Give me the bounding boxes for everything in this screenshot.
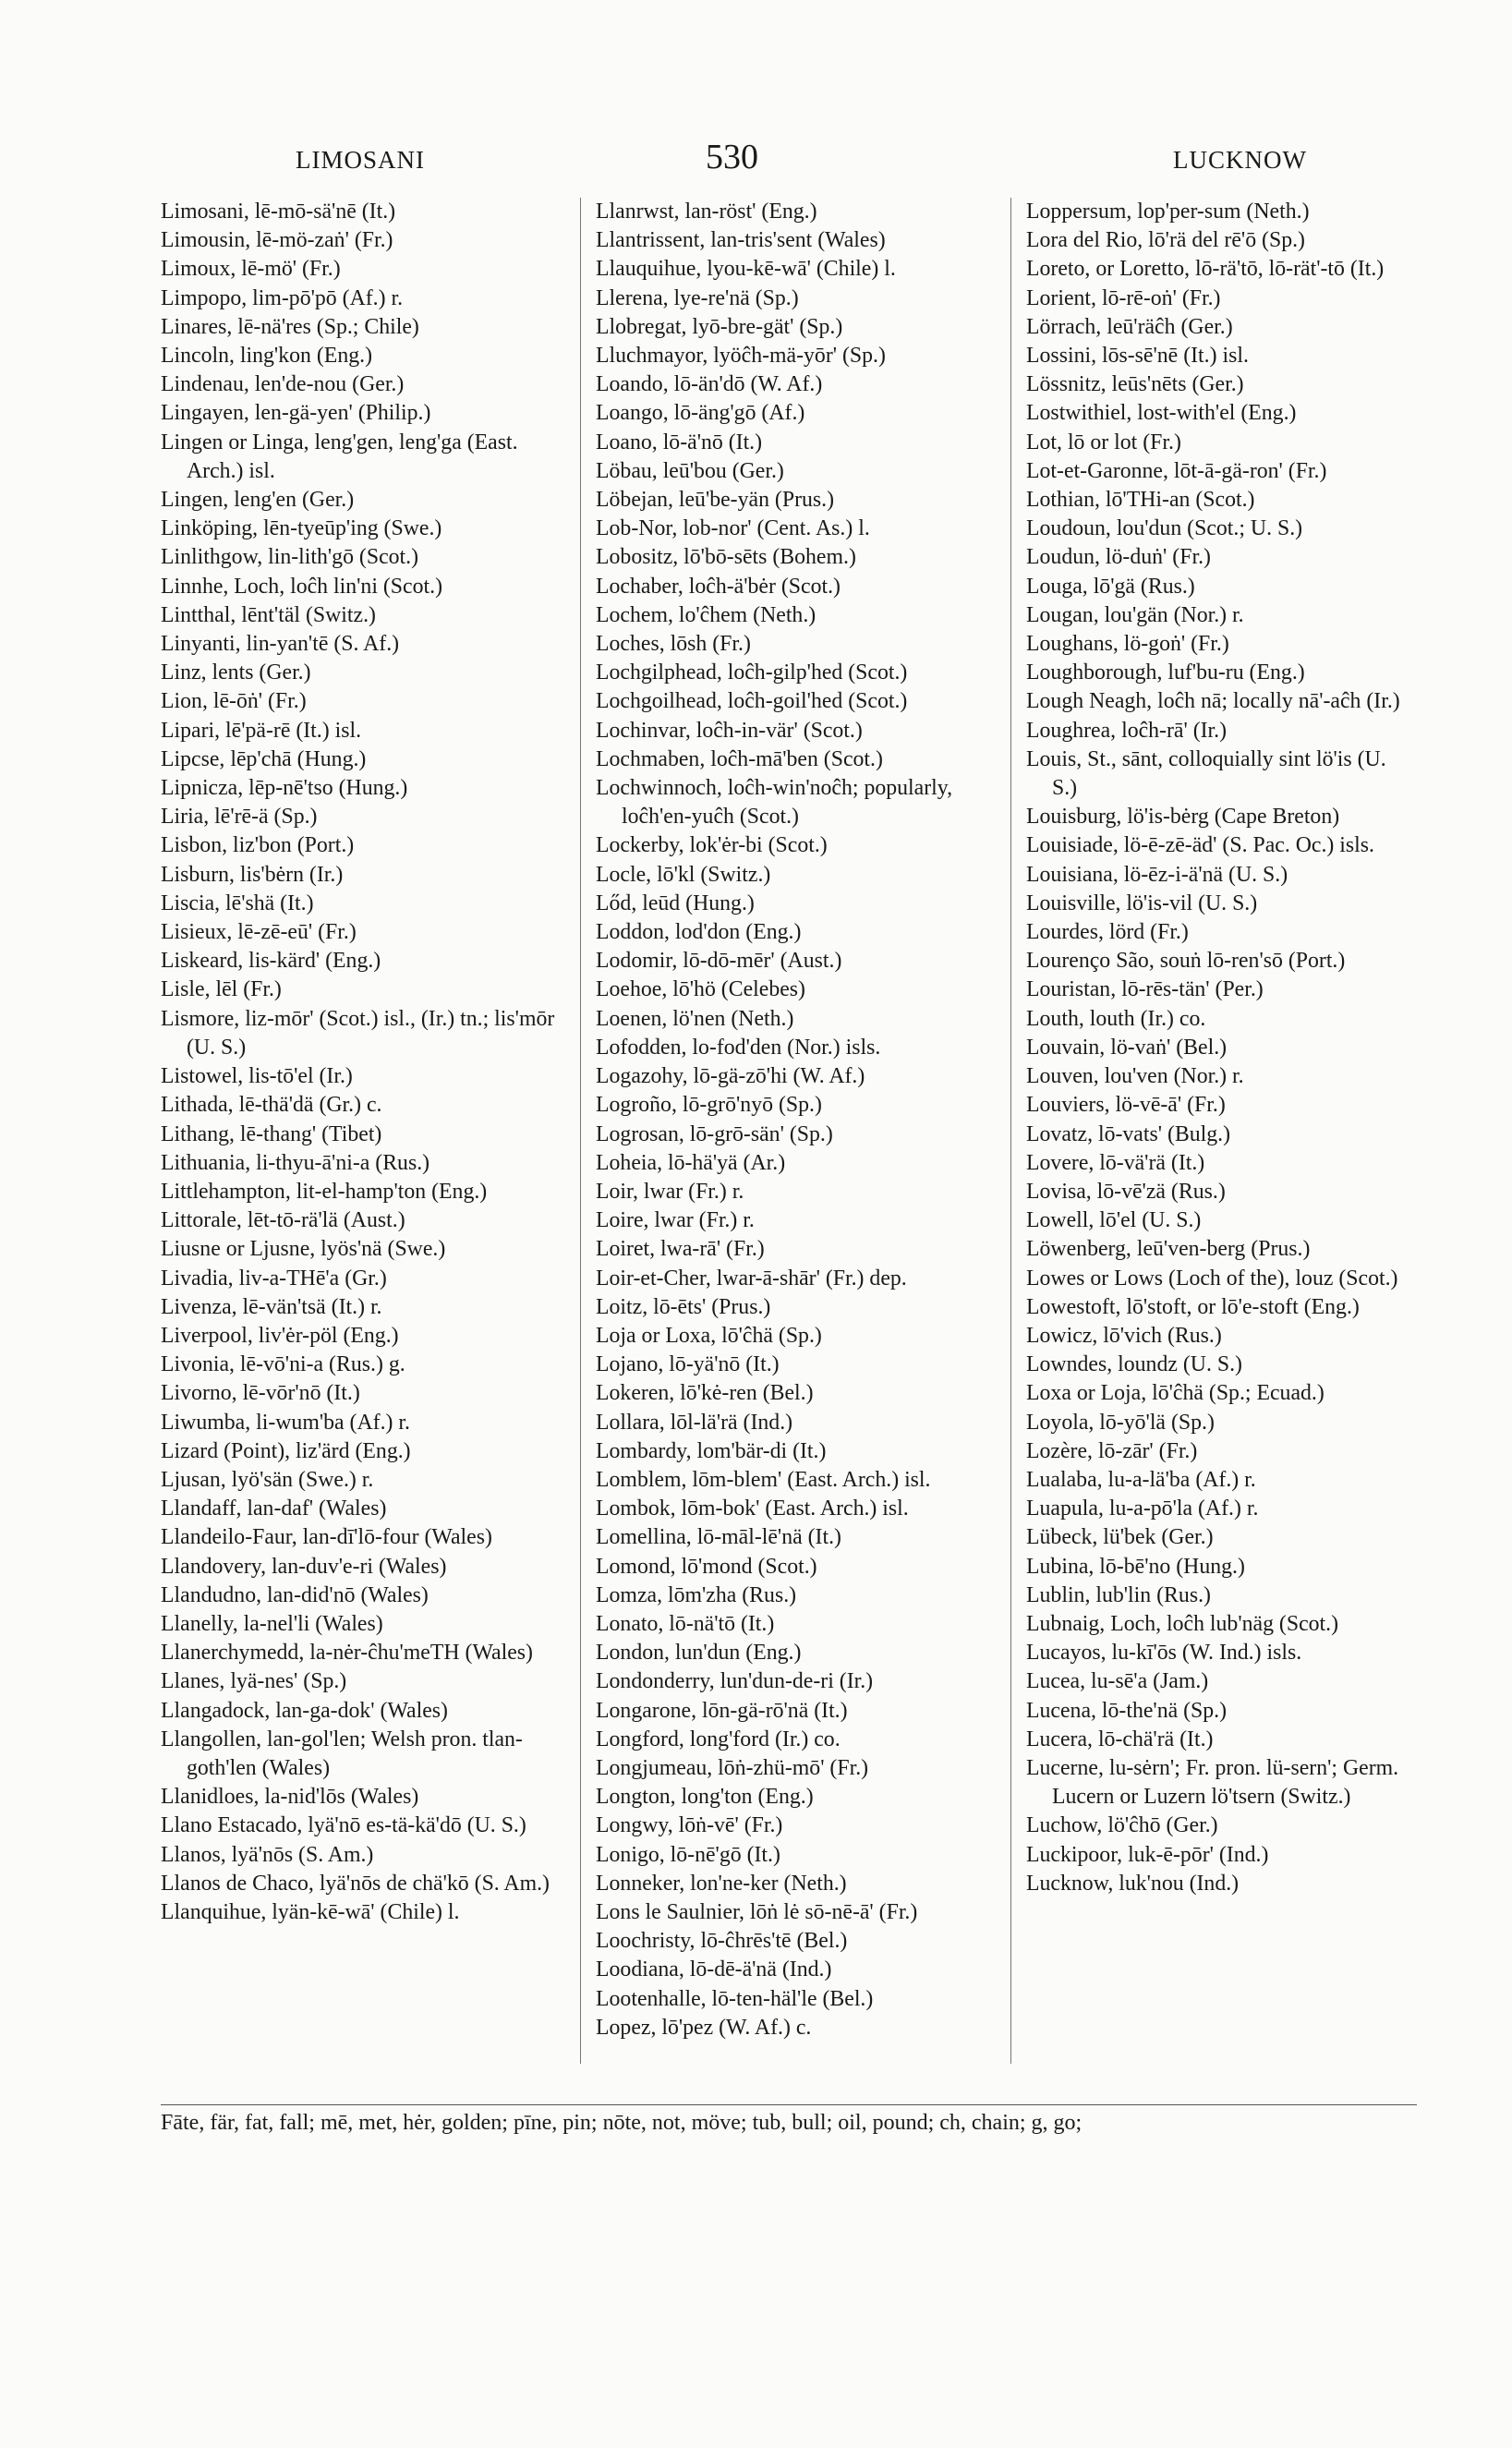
gazetteer-entry: Limosani, lē-mō-sä'nē (It.) (161, 200, 396, 224)
gazetteer-entry: London, lun'dun (Eng.) (596, 1641, 802, 1666)
gazetteer-entry: Limpopo, lim-pō'pō (Af.) r. (161, 285, 404, 310)
gazetteer-entry: Louvain, lö-vaṅ' (Bel.) (1026, 1035, 1228, 1060)
gazetteer-entry: Lourdes, lörd (Fr.) (1026, 920, 1189, 945)
gazetteer-entry: Lovere, lō-vä'rä (It.) (1026, 1150, 1205, 1175)
gazetteer-entry: Lipcse, lēp'chā (Hung.) (161, 746, 367, 771)
gazetteer-entry: Louis, St., sānt, colloquially sint lö'is (U. S.) (1026, 746, 1386, 801)
gazetteer-entry: Londonderry, lun'dun-de-ri (Ir.) (596, 1669, 874, 1694)
pronunciation-key: Fāte, fär, fat, fall; mē, met, hėr, golden; pīne, pin; nōte, not, möve; tub, bull; oil, pound; ch, chain; g, go; (161, 2104, 1417, 2145)
gazetteer-entry: Listowel, lis-tō'el (Ir.) (161, 1064, 353, 1089)
gazetteer-entry: Löbau, leū'bou (Ger.) (596, 458, 784, 483)
gazetteer-entry: Löwenberg, leū'ven-berg (Prus.) (1026, 1237, 1311, 1262)
gazetteer-entry: Lob-Nor, lob-nor' (Cent. As.) l. (596, 516, 870, 541)
gazetteer-entry: Loches, lōsh (Fr.) (596, 632, 751, 657)
gazetteer-entry: Lochem, lo'ĉhem (Neth.) (596, 602, 816, 627)
gazetteer-entry: Lonneker, lon'ne-ker (Neth.) (596, 1871, 847, 1896)
gazetteer-entry: Lindenau, len'de-nou (Ger.) (161, 372, 405, 397)
gazetteer-entry: Logroño, lō-grō'nyō (Sp.) (596, 1093, 822, 1118)
gazetteer-entry: Lochmaben, loĉh-mā'ben (Scot.) (596, 746, 883, 771)
gazetteer-entry: Logazohy, lō-gä-zō'hi (W. Af.) (596, 1064, 865, 1089)
column-2 (580, 198, 1010, 2064)
gazetteer-entry: Louisiana, lö-ēz-i-ä'nä (U. S.) (1026, 862, 1288, 887)
column-3 (1010, 198, 1413, 2064)
gazetteer-entry: Longarone, lōn-gä-rō'nä (It.) (596, 1698, 848, 1723)
gazetteer-entry: Linz, lents (Ger.) (161, 660, 311, 685)
gazetteer-entry: Linköping, lēn-tyeūp'ing (Swe.) (161, 516, 442, 541)
gazetteer-entry: Limoux, lē-mö' (Fr.) (161, 257, 341, 282)
gazetteer-entry: Loreto, or Loretto, lō-rä'tō, lō-rät'-tō (It.) (1026, 257, 1385, 282)
gazetteer-entry: Llanos de Chaco, lyä'nōs de chä'kō (S. Am.) (161, 1871, 550, 1896)
gazetteer-entry: Loitz, lō-ēts' (Prus.) (596, 1294, 771, 1319)
gazetteer-entry: Lofodden, lo-fod'den (Nor.) isls. (596, 1035, 881, 1060)
gazetteer-entry: Llanrwst, lan-röst' (Eng.) (596, 200, 817, 224)
gazetteer-entry: Lingen or Linga, leng'gen, leng'ga (East. Arch.) isl. (161, 430, 518, 483)
gazetteer-entry: Lomond, lō'mond (Scot.) (596, 1554, 817, 1579)
gazetteer-entry: Lucea, lu-sē'a (Jam.) (1026, 1669, 1209, 1694)
gazetteer-entry: Lintthal, lēnt'täl (Switz.) (161, 602, 376, 627)
gazetteer-entry: Liskeard, lis-kärd' (Eng.) (161, 949, 381, 974)
gazetteer-entry: Lootenhalle, lō-ten-häl'le (Bel.) (596, 1986, 874, 2011)
gazetteer-entry: Loyola, lō-yō'lä (Sp.) (1026, 1410, 1215, 1435)
gazetteer-entry: Lojano, lō-yä'nō (It.) (596, 1352, 780, 1377)
gazetteer-entry: Lisburn, lis'bėrn (Ir.) (161, 862, 344, 887)
gazetteer-entry: Linlithgow, lin-lith'gō (Scot.) (161, 545, 419, 570)
gazetteer-entry: Lollara, lōl-lä'rä (Ind.) (596, 1410, 793, 1435)
gazetteer-entry: Lörrach, leū'räĉh (Ger.) (1026, 314, 1233, 339)
gazetteer-entry: Llandaff, lan-daf' (Wales) (161, 1497, 387, 1521)
gazetteer-entry: Lomellina, lō-māl-lē'nä (It.) (596, 1525, 841, 1550)
gazetteer-entry: Lisle, lēl (Fr.) (161, 977, 282, 1002)
gazetteer-entry: Louga, lō'gä (Rus.) (1026, 574, 1195, 599)
gazetteer-entry: Lodomir, lō-dō-mēr' (Aust.) (596, 949, 842, 974)
gazetteer-entry: Loir, lwar (Fr.) r. (596, 1179, 744, 1204)
gazetteer-entry: Lot, lō or lot (Fr.) (1026, 430, 1181, 454)
gazetteer-entry: Lithuania, li-thyu-ā'ni-a (Rus.) (161, 1150, 430, 1175)
gazetteer-entry: Lizard (Point), liz'ärd (Eng.) (161, 1438, 411, 1463)
header-last-entry: LUCKNOW (1173, 146, 1307, 174)
gazetteer-entry: Louisville, lö'is-vil (U. S.) (1026, 891, 1258, 915)
gazetteer-entry: Littlehampton, lit-el-hamp'ton (Eng.) (161, 1179, 488, 1204)
gazetteer-entry: Loddon, lod'don (Eng.) (596, 920, 802, 945)
gazetteer-entry: Loehoe, lō'hö (Celebes) (596, 977, 805, 1002)
page-header (157, 137, 1307, 192)
gazetteer-entry: Lozère, lō-zār' (Fr.) (1026, 1438, 1198, 1463)
gazetteer-entry: Lowes or Lows (Loch of the), louz (Scot.) (1026, 1266, 1398, 1291)
gazetteer-entry: Lombok, lōm-bok' (East. Arch.) isl. (596, 1497, 909, 1521)
gazetteer-entry: Lualaba, lu-a-lä'ba (Af.) r. (1026, 1467, 1256, 1492)
gazetteer-entry: Loudun, lö-duṅ' (Fr.) (1026, 545, 1211, 570)
gazetteer-entry: Liwumba, li-wum'ba (Af.) r. (161, 1410, 410, 1435)
gazetteer-entry: Löbejan, leū'be-yän (Prus.) (596, 488, 835, 513)
gazetteer-entry: Lubina, lō-bē'no (Hung.) (1026, 1554, 1245, 1579)
gazetteer-entry: Lucayos, lu-kī'ōs (W. Ind.) isls. (1026, 1641, 1302, 1666)
gazetteer-entry: Loja or Loxa, lō'ĉhä (Sp.) (596, 1323, 822, 1348)
gazetteer-entry: Lochinvar, loĉh-in-vär' (Scot.) (596, 718, 863, 743)
gazetteer-entry: Lopez, lō'pez (W. Af.) c. (596, 2015, 812, 2040)
gazetteer-columns (161, 198, 1413, 2064)
gazetteer-entry: Lublin, lub'lin (Rus.) (1026, 1582, 1211, 1607)
gazetteer-entry: Lubnaig, Loch, loĉh lub'näg (Scot.) (1026, 1611, 1339, 1636)
gazetteer-entry: Longford, long'ford (Ir.) co. (596, 1727, 841, 1751)
gazetteer-entry: Louisiade, lö-ē-zē-äd' (S. Pac. Oc.) isls. (1026, 833, 1374, 858)
gazetteer-entry: Limousin, lē-mö-zaṅ' (Fr.) (161, 228, 393, 253)
gazetteer-entry: Llanelly, la-nel'li (Wales) (161, 1611, 383, 1636)
gazetteer-entry: Longjumeau, lōṅ-zhü-mō' (Fr.) (596, 1755, 869, 1780)
gazetteer-entry: Lion, lē-ōṅ' (Fr.) (161, 689, 307, 714)
gazetteer-entry: Lons le Saulnier, lōṅ lė sō-nē-ā' (Fr.) (596, 1899, 918, 1924)
gazetteer-entry: Lora del Rio, lō'rä del rē'ō (Sp.) (1026, 228, 1305, 253)
gazetteer-entry: Louisburg, lö'is-bėrg (Cape Breton) (1026, 805, 1340, 830)
gazetteer-entry: Lovisa, lō-vē'zä (Rus.) (1026, 1179, 1226, 1204)
gazetteer-entry: Lochgilphead, loĉh-gilp'hed (Scot.) (596, 660, 908, 685)
gazetteer-entry: Lonigo, lō-nē'gō (It.) (596, 1842, 780, 1867)
header-first-entry: LIMOSANI (296, 146, 425, 174)
gazetteer-entry: Lipnicza, lēp-nē'tso (Hung.) (161, 776, 408, 801)
gazetteer-entry: Lorient, lō-rē-oṅ' (Fr.) (1026, 285, 1221, 310)
gazetteer-entry: Linnhe, Loch, loĉh lin'ni (Scot.) (161, 574, 442, 599)
gazetteer-entry: Lowestoft, lō'stoft, or lō'e-stoft (Eng.) (1026, 1294, 1360, 1319)
gazetteer-entry: Lossini, lōs-sē'nē (It.) isl. (1026, 344, 1249, 369)
gazetteer-entry: Lonato, lō-nä'tō (It.) (596, 1611, 775, 1636)
gazetteer-entry: Llanerchymedd, la-nėr-ĉhu'meTH (Wales) (161, 1641, 533, 1666)
gazetteer-entry: Louristan, lō-rēs-tän' (Per.) (1026, 977, 1264, 1002)
gazetteer-entry: Lochgoilhead, loĉh-goil'hed (Scot.) (596, 689, 908, 714)
gazetteer-entry: Loando, lō-än'dō (W. Af.) (596, 372, 823, 397)
gazetteer-entry: Loochristy, lō-ĉhrēs'tē (Bel.) (596, 1929, 848, 1954)
gazetteer-entry: Loughborough, luf'bu-ru (Eng.) (1026, 660, 1305, 685)
gazetteer-entry: Lucera, lō-chä'rä (It.) (1026, 1727, 1214, 1751)
gazetteer-entry: Loxa or Loja, lō'ĉhä (Sp.; Ecuad.) (1026, 1381, 1325, 1406)
gazetteer-entry: Llantrissent, lan-tris'sent (Wales) (596, 228, 886, 253)
gazetteer-entry: Lincoln, ling'kon (Eng.) (161, 344, 372, 369)
gazetteer-entry: Longwy, lōṅ-vē' (Fr.) (596, 1813, 783, 1838)
gazetteer-entry: Lomblem, lōm-blem' (East. Arch.) isl. (596, 1467, 931, 1492)
gazetteer-entry: Lingayen, len-gä-yen' (Philip.) (161, 401, 431, 426)
gazetteer-entry: Lluchmayor, lyöĉh-mä-yōr' (Sp.) (596, 344, 886, 369)
gazetteer-entry: Loenen, lö'nen (Neth.) (596, 1006, 794, 1031)
gazetteer-entry: Luckipoor, luk-ē-pōr' (Ind.) (1026, 1842, 1269, 1867)
gazetteer-entry: Lisbon, liz'bon (Port.) (161, 833, 355, 858)
gazetteer-entry: Llandovery, lan-duv'e-ri (Wales) (161, 1554, 447, 1579)
gazetteer-entry: Lochwinnoch, loĉh-win'noĉh; popularly, loĉh'en-yuĉh (Scot.) (596, 776, 953, 830)
gazetteer-entry: Livenza, lē-vän'tsä (It.) r. (161, 1294, 382, 1319)
gazetteer-entry: Lostwithiel, lost-with'el (Eng.) (1026, 401, 1297, 426)
gazetteer-entry: Loano, lō-ä'nō (It.) (596, 430, 763, 454)
gazetteer-entry: Loir-et-Cher, lwar-ā-shār' (Fr.) dep. (596, 1266, 907, 1291)
gazetteer-entry: Llangadock, lan-ga-dok' (Wales) (161, 1698, 448, 1723)
gazetteer-entry: Lismore, liz-mōr' (Scot.) isl., (Ir.) tn.; lis'mōr (U. S.) (161, 1006, 555, 1060)
gazetteer-entry: Lucena, lō-the'nä (Sp.) (1026, 1698, 1228, 1723)
gazetteer-entry: Louth, louth (Ir.) co. (1026, 1006, 1206, 1031)
gazetteer-entry: Lothian, lō'THi-an (Scot.) (1026, 488, 1255, 513)
gazetteer-entry: Liusne or Ljusne, lyös'nä (Swe.) (161, 1237, 446, 1262)
gazetteer-entry: Llauquihue, lyou-kē-wā' (Chile) l. (596, 257, 896, 282)
gazetteer-entry: Ljusan, lyö'sän (Swe.) r. (161, 1467, 374, 1492)
gazetteer-entry: Llandeilo-Faur, lan-dī'lō-four (Wales) (161, 1525, 492, 1550)
gazetteer-entry: Loire, lwar (Fr.) r. (596, 1208, 755, 1233)
gazetteer-entry: Lovatz, lō-vats' (Bulg.) (1026, 1121, 1231, 1146)
gazetteer-entry: Lowell, lō'el (U. S.) (1026, 1208, 1202, 1233)
gazetteer-entry: Loiret, lwa-rā' (Fr.) (596, 1237, 765, 1262)
gazetteer-entry: Lomza, lōm'zha (Rus.) (596, 1582, 797, 1607)
gazetteer-entry: Lucknow, luk'nou (Ind.) (1026, 1871, 1240, 1896)
gazetteer-entry: Llanos, lyä'nōs (S. Am.) (161, 1842, 374, 1867)
gazetteer-entry: Linyanti, lin-yan'tē (S. Af.) (161, 632, 400, 657)
gazetteer-entry: Lowicz, lō'vich (Rus.) (1026, 1323, 1222, 1348)
gazetteer-entry: Luapula, lu-a-pō'la (Af.) r. (1026, 1497, 1259, 1521)
gazetteer-entry: Lourenço São, souṅ lō-ren'sō (Port.) (1026, 949, 1346, 974)
gazetteer-entry: Lisieux, lē-zē-eū' (Fr.) (161, 920, 357, 945)
gazetteer-entry: Locle, lō'kl (Switz.) (596, 862, 771, 887)
gazetteer-entry: Llangollen, lan-gol'len; Welsh pron. tlan-goth'len (Wales) (161, 1727, 523, 1780)
gazetteer-entry: Lombardy, lom'bär-di (It.) (596, 1438, 827, 1463)
gazetteer-entry: Lucerne, lu-sėrn'; Fr. pron. lü-sern'; Germ. Lucern or Luzern lö'tsern (Switz.) (1026, 1755, 1399, 1810)
gazetteer-entry: Llerena, lye-re'nä (Sp.) (596, 285, 799, 310)
gazetteer-entry: Lockerby, lok'ėr-bi (Scot.) (596, 833, 828, 858)
gazetteer-entry: Liverpool, liv'ėr-pöl (Eng.) (161, 1323, 399, 1348)
gazetteer-entry: Loango, lō-äng'gō (Af.) (596, 401, 805, 426)
gazetteer-entry: Liria, lē'rē-ä (Sp.) (161, 805, 318, 830)
gazetteer-entry: Lough Neagh, loĉh nā; locally nā'-aĉh (Ir.) (1026, 689, 1400, 714)
gazetteer-entry: Livorno, lē-vōr'nō (It.) (161, 1381, 360, 1406)
gazetteer-entry: Livadia, liv-a-THē'a (Gr.) (161, 1266, 387, 1291)
gazetteer-entry: Lithada, lē-thä'dä (Gr.) c. (161, 1093, 382, 1118)
gazetteer-entry: Lithang, lē-thang' (Tibet) (161, 1121, 382, 1146)
gazetteer-entry: Loodiana, lō-dē-ä'nä (Ind.) (596, 1957, 832, 1982)
gazetteer-entry: Luchow, lö'ĉhō (Ger.) (1026, 1813, 1218, 1838)
gazetteer-entry: Llanidloes, la-nid'lōs (Wales) (161, 1785, 419, 1810)
gazetteer-entry: Louven, lou'ven (Nor.) r. (1026, 1064, 1244, 1089)
gazetteer-entry: Logrosan, lō-grō-sän' (Sp.) (596, 1121, 833, 1146)
gazetteer-entry: Lőd, leūd (Hung.) (596, 891, 755, 915)
gazetteer-entry: Loughrea, loĉh-rā' (Ir.) (1026, 718, 1228, 743)
gazetteer-entry: Louviers, lö-vē-ā' (Fr.) (1026, 1093, 1226, 1118)
gazetteer-entry: Lössnitz, leūs'nēts (Ger.) (1026, 372, 1244, 397)
column-1 (161, 198, 580, 2064)
gazetteer-entry: Llobregat, lyō-bre-gät' (Sp.) (596, 314, 843, 339)
gazetteer-entry: Lipari, lē'pä-rē (It.) isl. (161, 718, 362, 743)
gazetteer-entry: Loheia, lō-hä'yä (Ar.) (596, 1150, 786, 1175)
gazetteer-entry: Llanes, lyä-nes' (Sp.) (161, 1669, 347, 1694)
gazetteer-entry: Littorale, lēt-tō-rä'lä (Aust.) (161, 1208, 405, 1233)
gazetteer-entry: Lokeren, lō'kė-ren (Bel.) (596, 1381, 814, 1406)
gazetteer-entry: Lot-et-Garonne, lōt-ā-gä-ron' (Fr.) (1026, 458, 1327, 483)
gazetteer-entry: Loppersum, lop'per-sum (Neth.) (1026, 200, 1310, 224)
gazetteer-entry: Llanquihue, lyän-kē-wā' (Chile) l. (161, 1899, 460, 1924)
page-number: 530 (706, 138, 758, 176)
gazetteer-entry: Llano Estacado, lyä'nō es-tä-kä'dō (U. S.) (161, 1813, 526, 1838)
gazetteer-entry: Lochaber, loĉh-ä'bėr (Scot.) (596, 574, 841, 599)
gazetteer-entry: Loudoun, lou'dun (Scot.; U. S.) (1026, 516, 1303, 541)
gazetteer-entry: Livonia, lē-vō'ni-a (Rus.) g. (161, 1352, 405, 1377)
gazetteer-entry: Lübeck, lü'bek (Ger.) (1026, 1525, 1214, 1550)
gazetteer-entry: Liscia, lē'shä (It.) (161, 891, 314, 915)
gazetteer-entry: Linares, lē-nä'res (Sp.; Chile) (161, 314, 419, 339)
gazetteer-entry: Lobositz, lō'bō-sēts (Bohem.) (596, 545, 856, 570)
gazetteer-entry: Loughans, lö-goṅ' (Fr.) (1026, 632, 1229, 657)
gazetteer-entry: Lingen, leng'en (Ger.) (161, 488, 355, 513)
gazetteer-entry: Llandudno, lan-did'nō (Wales) (161, 1582, 429, 1607)
gazetteer-entry: Longton, long'ton (Eng.) (596, 1785, 814, 1810)
gazetteer-entry: Lowndes, loundz (U. S.) (1026, 1352, 1242, 1377)
gazetteer-entry: Lougan, lou'gän (Nor.) r. (1026, 602, 1244, 627)
